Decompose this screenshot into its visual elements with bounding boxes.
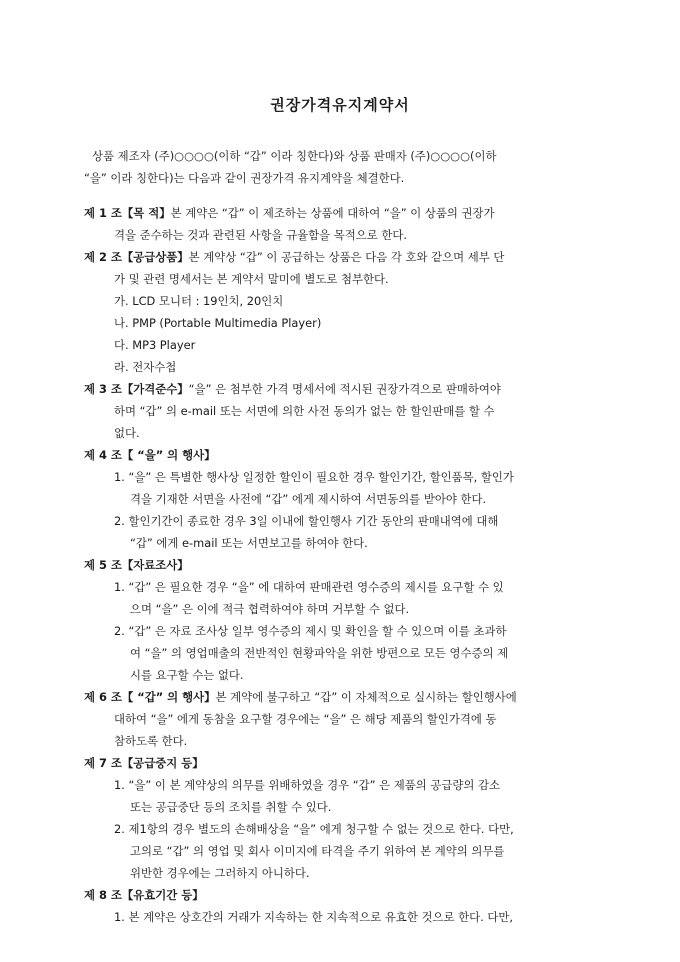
article-line: 1. 본 계약은 상호간의 거래가 지속하는 한 지속적으로 유효한 것으로 한다. 다만,	[114, 910, 514, 924]
article-5	[84, 554, 606, 686]
article-text: 본 계약에 불구하고 “갑” 이 자체적으로 실시하는 할인행사에	[215, 690, 517, 704]
article-line: 시를 요구할 수는 없다.	[130, 668, 244, 682]
intro-line: “을” 이라 칭한다)는 다음과 같이 권장가격 유지계약을 체결한다.	[84, 171, 405, 185]
article-heading: 제 2 조【공급상품】	[84, 250, 189, 264]
article-heading: 제 1 조【목 적】	[84, 206, 171, 220]
article-4	[84, 444, 606, 554]
article-line: 없다.	[114, 426, 140, 440]
article-heading: 제 5 조【자료조사】	[84, 558, 189, 572]
article-heading: 제 7 조【공급중지 등】	[84, 756, 204, 770]
article-line	[84, 686, 606, 708]
article-line: 격을 기재한 서면을 사전에 “갑” 에게 제시하여 서면동의를 받아야 한다.	[130, 492, 487, 506]
article-text: 본 계약은 “갑” 이 제조하는 상품에 대하여 “을” 이 상품의 권장가	[170, 206, 495, 220]
article-6	[84, 686, 606, 752]
article-line: 1. “을” 은 특별한 행사상 일정한 할인이 필요한 경우 할인기간, 할인품목, 할인가	[114, 470, 514, 484]
article-line: 가 및 관련 명세서는 본 계약서 말미에 별도로 첨부한다.	[114, 272, 389, 286]
articles-list	[84, 202, 606, 928]
article-line: 고의로 “갑” 의 영업 및 회사 이미지에 타격을 주기 위하여 본 계약의 의무를	[130, 844, 505, 858]
article-line: 격을 준수하는 것과 관련된 사항을 규율함을 목적으로 한다.	[114, 228, 408, 242]
article-line	[84, 246, 606, 268]
article-line	[84, 202, 606, 224]
article-text: “을” 은 첨부한 가격 명세서에 적시된 권장가격으로 판매하여야	[188, 382, 501, 396]
article-8	[84, 884, 606, 928]
article-text: 본 계약상 “갑” 이 공급하는 상품은 다음 각 호와 같으며 세부 단	[188, 250, 505, 264]
article-line: 하며 “갑” 의 e-mail 또는 서면에 의한 사전 동의가 없는 한 할인판매를 할 수	[114, 404, 495, 418]
article-line: 위반한 경우에는 그러하지 아니하다.	[130, 866, 310, 880]
article-line: 가. LCD 모니터 : 19인치, 20인치	[114, 294, 284, 308]
article-2	[84, 246, 606, 378]
article-line: 여 “을” 의 영업매출의 전반적인 현황파악을 위한 방편으로 모든 영수증의 제	[130, 646, 509, 660]
article-line: 1. “을” 이 본 계약상의 의무를 위배하였을 경우 “갑” 은 제품의 공급량의 감소	[114, 778, 501, 792]
article-heading: 제 6 조【 “갑” 의 행사】	[84, 690, 216, 704]
document-title: 권장가격유지계약서	[270, 96, 410, 114]
article-line: 라. 전자수첩	[114, 360, 177, 374]
article-heading: 제 8 조【유효기간 등】	[84, 888, 204, 902]
article-3	[84, 378, 606, 444]
intro-line: 상품 제조자 (주)○○○○(이하 “갑” 이라 칭한다)와 상품 판매자 (주)○○○○(이하	[92, 149, 497, 163]
article-line: 1. “갑” 은 필요한 경우 “을” 에 대하여 판매관련 영수증의 제시를 요구할 수 있	[114, 580, 504, 594]
article-line: 으며 “을” 은 이에 적극 협력하여야 하며 거부할 수 없다.	[130, 602, 410, 616]
article-line: 2. “갑” 은 자료 조사상 일부 영수증의 제시 및 확인을 할 수 있으며 이를 초과하	[114, 624, 507, 638]
intro-paragraph	[84, 145, 604, 189]
article-line: 또는 공급중단 등의 조치를 취할 수 있다.	[130, 800, 332, 814]
article-line: 나. PMP (Portable Multimedia Player)	[114, 316, 322, 330]
article-1	[84, 202, 606, 246]
article-7	[84, 752, 606, 884]
article-heading: 제 3 조【가격준수】	[84, 382, 189, 396]
article-line: “갑” 에게 e-mail 또는 서면보고를 하여야 한다.	[130, 536, 368, 550]
article-line: 2. 제1항의 경우 별도의 손해배상을 “을” 에게 청구할 수 없는 것으로 한다. 다만,	[114, 822, 514, 836]
article-line: 2. 할인기간이 종료한 경우 3일 이내에 할인행사 기간 동안의 판매내역에 대해	[114, 514, 499, 528]
article-heading: 제 4 조【 “을” 의 행사】	[84, 448, 216, 462]
article-line: 다. MP3 Player	[114, 338, 196, 352]
article-line: 참하도록 한다.	[114, 734, 188, 748]
article-line: 대하여 “을” 에게 동참을 요구할 경우에는 “을” 은 해당 제품의 할인가격에 동	[114, 712, 497, 726]
article-line	[84, 378, 606, 400]
